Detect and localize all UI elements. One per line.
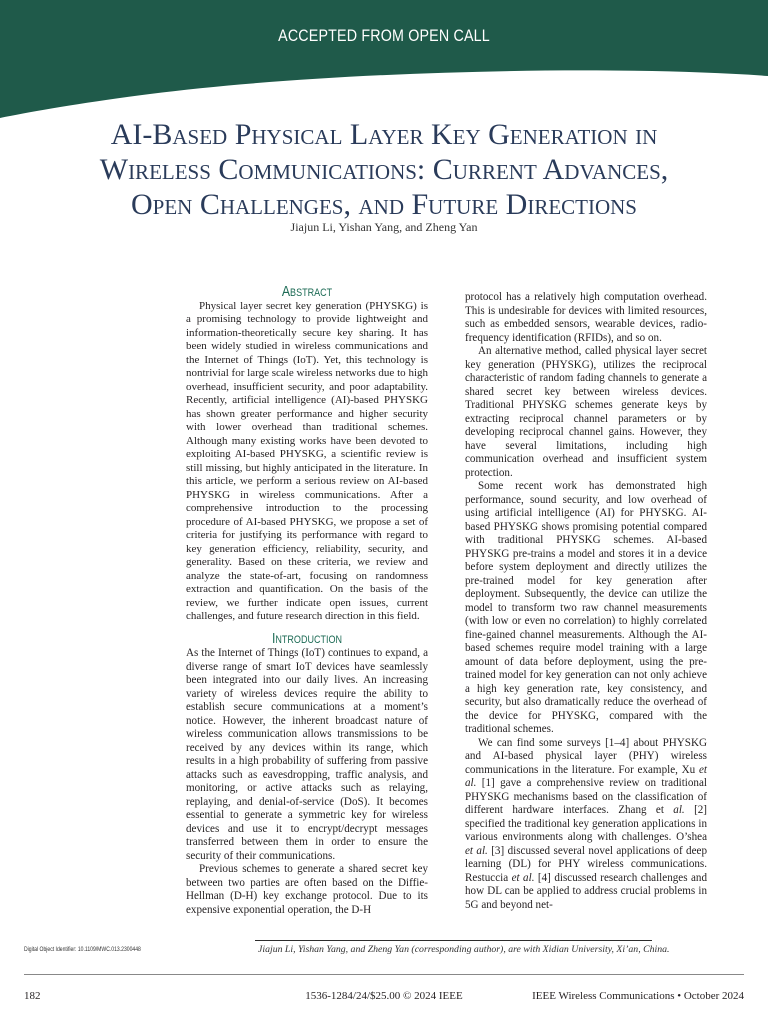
text-run: [4] discussed research challenges and how DL can be applied to address crucial problems in 5G and beyond net- bbox=[465, 871, 708, 911]
et-al-2: al. bbox=[673, 804, 685, 816]
intro-paragraph-1: As the Internet of Things (IoT) continues to expand, a diverse range of smart IoT devices have seamlessly been integrated into our daily lives. An increasing variety of wireless devices require the ability to establish secure communications at a moment’s notice. However, the inherent broadcast nature of wireless communication allows transmissions to be received by any devices within its range, which results in a high probability of suffering from passive attacks such as eavesdropping, traffic analysis, and monitoring, or active attacks such as relaying, replaying, and denial-of-service (DoS). It becomes essential to generate a symmetric key for wireless devices and use it to encrypt/decrypt messages transferred between them in order to ensure the security of their communications. bbox=[186, 647, 428, 862]
article-title bbox=[40, 117, 728, 222]
introduction-heading: Introduction bbox=[271, 629, 343, 647]
section-label: ACCEPTED FROM OPEN CALL bbox=[278, 26, 490, 45]
author-footnote: Jiajun Li, Yishan Yang, and Zheng Yan (corresponding author), are with Xidian University, Xi’an, China. bbox=[258, 944, 670, 955]
footer-divider bbox=[24, 974, 744, 975]
text-run: [3] discussed several novel applications of deep learning (DL) for PHY wireless communications. Restuccia bbox=[465, 844, 707, 884]
footnote-divider bbox=[255, 940, 652, 941]
journal-name: IEEE Wireless Communications • October 2024 bbox=[532, 990, 744, 1002]
right-paragraph-3: Some recent work has demonstrated high performance, sound security, and low overhead of using artificial intelligence (AI) for PHYSKG. AI-based PHYSKG shows promising potential compared with traditional PHYSKG schemes. AI-based PHYSKG pre-trains a model and stores it in a device before system deployment and directly utilizes the pre-trained model for key generation after deployment. Subsequently, the device can utilize the model to transform two raw channel measurements (with low or even no correlation) to highly correlated fine-gained channel measurements. Although the AI-based schemes require model training with a large amount of data before deployment, using the pre-trained model for key generation can not only achieve a high key generation rate, key consistency, and security, but also dramatically reduce the overhead of the device for PHYSKG, compared with the traditional schemes. bbox=[465, 480, 707, 735]
text-run: We can find some surveys [1–4] about PHYSKG and AI-based physical layer (PHY) wireless communications in the literature. For example, Xu bbox=[465, 736, 707, 776]
et-al-4: et al. bbox=[511, 871, 535, 884]
title-line-1: AI-Based Physical Layer Key Generation in bbox=[110, 118, 658, 151]
header-band-shape bbox=[0, 0, 768, 118]
title-line-2: Wireless Communications: Current Advances, bbox=[99, 153, 669, 186]
right-paragraph-4 bbox=[465, 737, 707, 913]
text-run: [1] gave a comprehensive review on traditional PHYSKG mechanisms based on the classification of different hardware interfaces. Zhang et bbox=[465, 777, 707, 816]
et-al-3: et al. bbox=[465, 844, 488, 857]
right-column bbox=[465, 291, 707, 912]
abstract-heading: Abstract bbox=[281, 283, 333, 300]
intro-paragraph-2: Previous schemes to generate a shared secret key between two parties are often based on the Diffie-Hellman (D-H) key exchange protocol. Due to its expensive exponential operation, the D-H bbox=[186, 863, 428, 916]
abstract-section bbox=[186, 285, 428, 624]
author-list: Jiajun Li, Yishan Yang, and Zheng Yan bbox=[290, 220, 478, 234]
text-run: [2] specified the traditional key generation applications in various environments along with challenges. O’shea bbox=[465, 804, 707, 843]
title-line-3: Open Challenges, and Future Directions bbox=[130, 188, 637, 221]
abstract-text: Physical layer secret key generation (PHYSKG) is a promising technology to provide lightweight and information-theoretically secure key sharing. It has been widely studied in wireless communications and the Internet of Things (IoT). Yet, this technology is nontrivial for large scale wireless networks due to high overhead, insufficient security, and poor adaptability. Recently, artificial intelligence (AI)-based PHYSKG has shown greater performance and higher security with lower overhead than traditional schemes. Although many existing works have been devoted to exploiting AI-based PHYSKG, a scientific review is still missing, but highly anticipated in the literature. In this article, we perform a serious review on AI-based PHYSKG in wireless communications. After a comprehensive introduction to the processing procedure of AI-based PHYSKG, we propose a set of criteria for justifying its performance with regard to key generation efficiency, reliability, security, and generality. Based on these criteria, we review and analyze the state-of-art, focusing on randomness extraction and quantification. On the basis of the review, we further indicate open issues, current challenges, and future research direction in this field. bbox=[186, 299, 428, 622]
et-al-1: et al. bbox=[465, 763, 707, 789]
right-paragraph-2: An alternative method, called physical layer secret key generation (PHYSKG), utilizes the reciprocal characteristic of random fading channels to generate a shared secret key between wireless devices. Traditional PHYSKG schemes generate keys by extracting reciprocal channel parameters or by developing reciprocal channel gains. However, they have several limitations, including high communication overhead and insufficient system protection. bbox=[465, 345, 707, 479]
header-band bbox=[0, 0, 768, 118]
issn-line: 1536-1284/24/$25.00 © 2024 IEEE bbox=[305, 990, 463, 1002]
page-number: 182 bbox=[24, 990, 41, 1002]
right-paragraph-1: protocol has a relatively high computation overhead. This is undesirable for devices with limited resources, such as embedded sensors, wearable devices, radio-frequency identification (RFIDs), and so on. bbox=[465, 291, 707, 344]
introduction-section bbox=[186, 629, 428, 918]
doi-identifier: Digital Object Identifier: 10.1109/MWC.013.2300448 bbox=[24, 946, 141, 953]
left-column bbox=[186, 285, 428, 917]
